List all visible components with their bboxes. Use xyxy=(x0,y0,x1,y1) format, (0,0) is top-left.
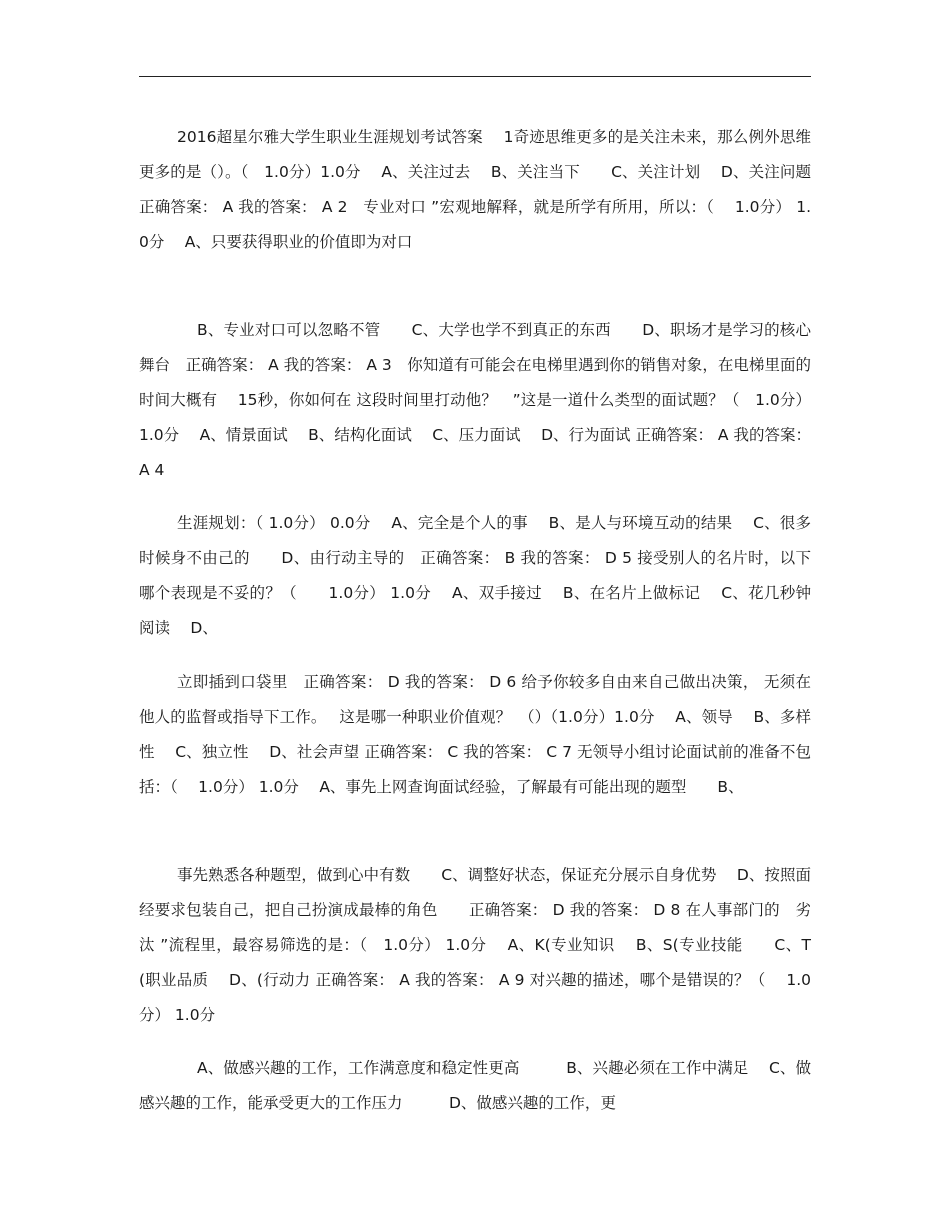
paragraph-4: 立即插到口袋里 正确答案： D 我的答案： D 6 给予你较多自由来自己做出决策， 无须在他人的监督或指导下工作。 这是哪一种职业价值观？ （）（1.0分）1.0分 A、领导 B、多样性 C、独立性 D、社会声望 正确答案： C 我的答案： C 7 无领导小组讨论面试前的准备不包括：（ 1.0分） 1.0分 A、事先上网查询面试经验，了解最有可能出现的题型 B、 xyxy=(139,673,811,796)
paragraph-3: 生涯规划：（ 1.0分） 0.0分 A、完全是个人的事 B、是人与环境互动的结果 C、很多时候身不由己的 D、由行动主导的 正确答案： B 我的答案： D 5 接受别人的名片时，以下哪个表现是不妥的？（ 1.0分） 1.0分 A、双手接过 B、在名片上做标记 C、花几秒钟阅读 D、 xyxy=(139,514,811,637)
paragraph-5: 事先熟悉各种题型，做到心中有数 C、调整好状态，保证充分展示自身优势 D、按照面经要求包装自己，把自己扮演成最棒的角色 正确答案： D 我的答案： D 8 在人事部门的 劣汰 ”流程里，最容易筛选的是：（ 1.0分） 1.0分 A、K(专业知识 B、S(专业技能 C、T(职业品质 D、(行动力 正确答案： A 我的答案： A 9 对兴趣的描述，哪个是错误的？（ 1.0分） 1.0分 xyxy=(139,866,811,1024)
paragraph-2: B、专业对口可以忽略不管 C、大学也学不到真正的东西 D、职场才是学习的核心舞台 正确答案： A 我的答案： A 3 你知道有可能会在电梯里遇到你的销售对象，在电梯里面的时间大概有 15秒，你如何在 这段时间里打动他？ ”这是一道什么类型的面试题？（ 1.0分） 1.0分 A、情景面试 B、结构化面试 C、压力面试 D、行为面试 正确答案： A 我的答案： A 4 xyxy=(139,321,811,479)
header-rule xyxy=(139,76,811,77)
paragraph-6: A、做感兴趣的工作，工作满意度和稳定性更高 B、兴趣必须在工作中满足 C、做感兴趣的工作，能承受更大的工作压力 D、做感兴趣的工作，更 xyxy=(139,1059,811,1112)
paragraph-1: 2016超星尔雅大学生职业生涯规划考试答案 1奇迹思维更多的是关注未来，那么例外思维更多的是（）。（ 1.0分）1.0分 A、关注过去 B、关注当下 C、关注计划 D、关注问题 正确答案： A 我的答案： A 2 专业对口 ”宏观地解释，就是所学有所用，所以：（ 1.0分） 1.0分 A、只要获得职业的价值即为对口 xyxy=(139,128,827,251)
